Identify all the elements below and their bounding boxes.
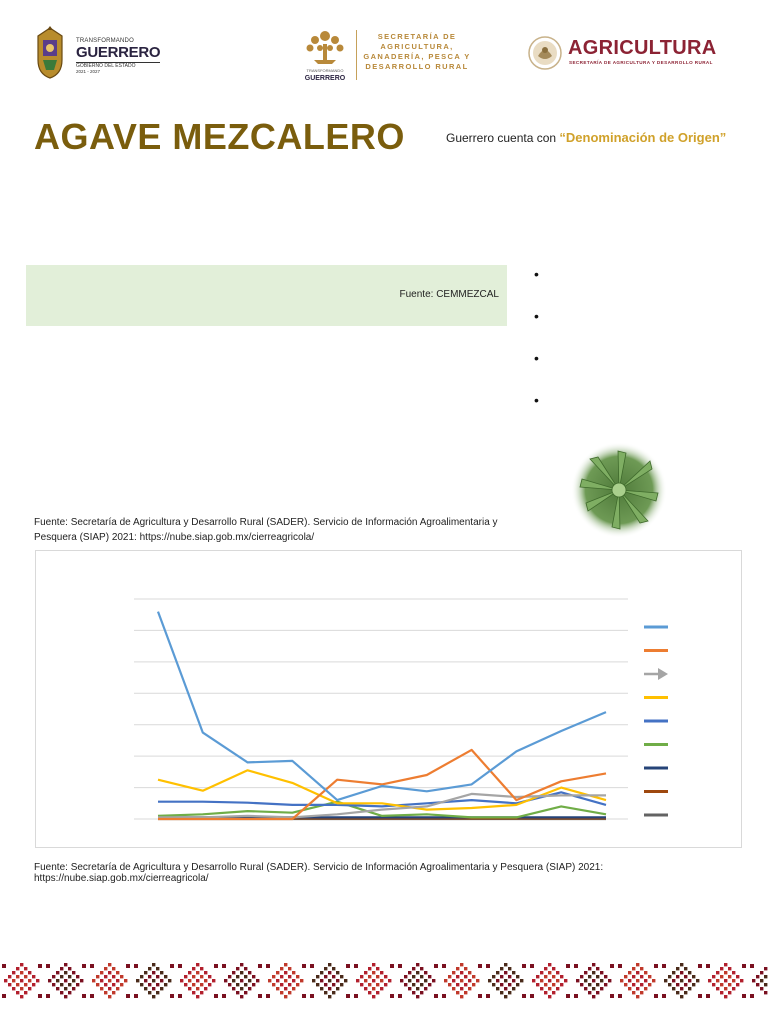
page-subtitle [446,130,726,145]
secretaria-logo [300,26,470,84]
secretaria-line-2: AGRICULTURA, [380,42,454,51]
bullet-item: • [534,350,543,366]
secretaria-line-3: GANADERÍA, PESCA Y [363,52,471,61]
secretaria-under-small: TRANSFORMANDO [306,68,344,73]
national-seal-icon [528,36,562,70]
guerrero-logo-word: GUERRERO [76,44,161,61]
subtitle-highlight: “Denominación de Origen” [559,130,727,145]
border-motif [662,963,702,998]
border-motif [310,963,350,998]
border-motif [178,963,218,998]
border-motif [90,963,130,998]
border-motif [442,963,482,998]
border-motif [530,963,570,998]
info-box-source: Fuente: CEMMEZCAL [399,289,499,300]
line-chart-svg [36,551,741,847]
bullet-item: • [534,392,543,408]
guerrero-crest-icon [34,26,66,80]
embroidery-border-pattern [0,958,768,1004]
series-line-1 [158,612,606,801]
guerrero-logo-years: 2021 - 2027 [76,69,101,74]
line-chart [35,550,742,848]
border-motif [354,963,394,998]
tree-logo-icon [300,26,350,82]
border-motif [266,963,306,998]
border-motif [2,963,42,998]
secretaria-under-big: GUERRERO [304,75,346,82]
border-motif [134,963,174,998]
logo-divider [356,30,357,80]
secretaria-line-1: SECRETARÍA DE [377,32,457,41]
bullet-item: • [534,308,543,324]
info-box [26,265,507,326]
border-motif [486,963,526,998]
border-motif [398,963,438,998]
border-motif [222,963,262,998]
bullet-list [534,266,543,434]
guerrero-logo-small: TRANSFORMANDO [76,38,134,44]
subtitle-prefix: Guerrero cuenta con [446,131,560,145]
page-title: AGAVE MEZCALERO [34,116,405,157]
border-motif [574,963,614,998]
guerrero-logo-sub: GOBIERNO DEL ESTADO [76,62,160,69]
agave-plant-image [570,441,668,539]
guerrero-logo [34,26,174,82]
source-note-bottom: Fuente: Secretaría de Agricultura y Desarrollo Rural (SADER). Servicio de Información Agroalimentaria y Pesquera (SIAP) 2021: https://nube.siap.gob.mx/cierreagricola/ [34,862,604,884]
agricultura-word: AGRICULTURA [568,37,717,59]
border-motif [706,963,746,998]
secretaria-text [362,32,472,72]
border-motif [618,963,658,998]
legend-arrow-icon [644,668,668,680]
border-motif [750,963,768,998]
agricultura-sub: SECRETARÍA DE AGRICULTURA Y DESARROLLO RURAL [569,60,713,65]
source-note-top: Fuente: Secretaría de Agricultura y Desarrollo Rural (SADER). Servicio de Información Agroalimentaria y Pesquera (SIAP) 2021: https://nube.siap.gob.mx/cierreagricola/ [34,517,498,543]
agricultura-logo [528,34,738,74]
border-motif [46,963,86,998]
secretaria-line-4: DESARROLLO RURAL [365,62,469,71]
bullet-item: • [534,266,543,282]
